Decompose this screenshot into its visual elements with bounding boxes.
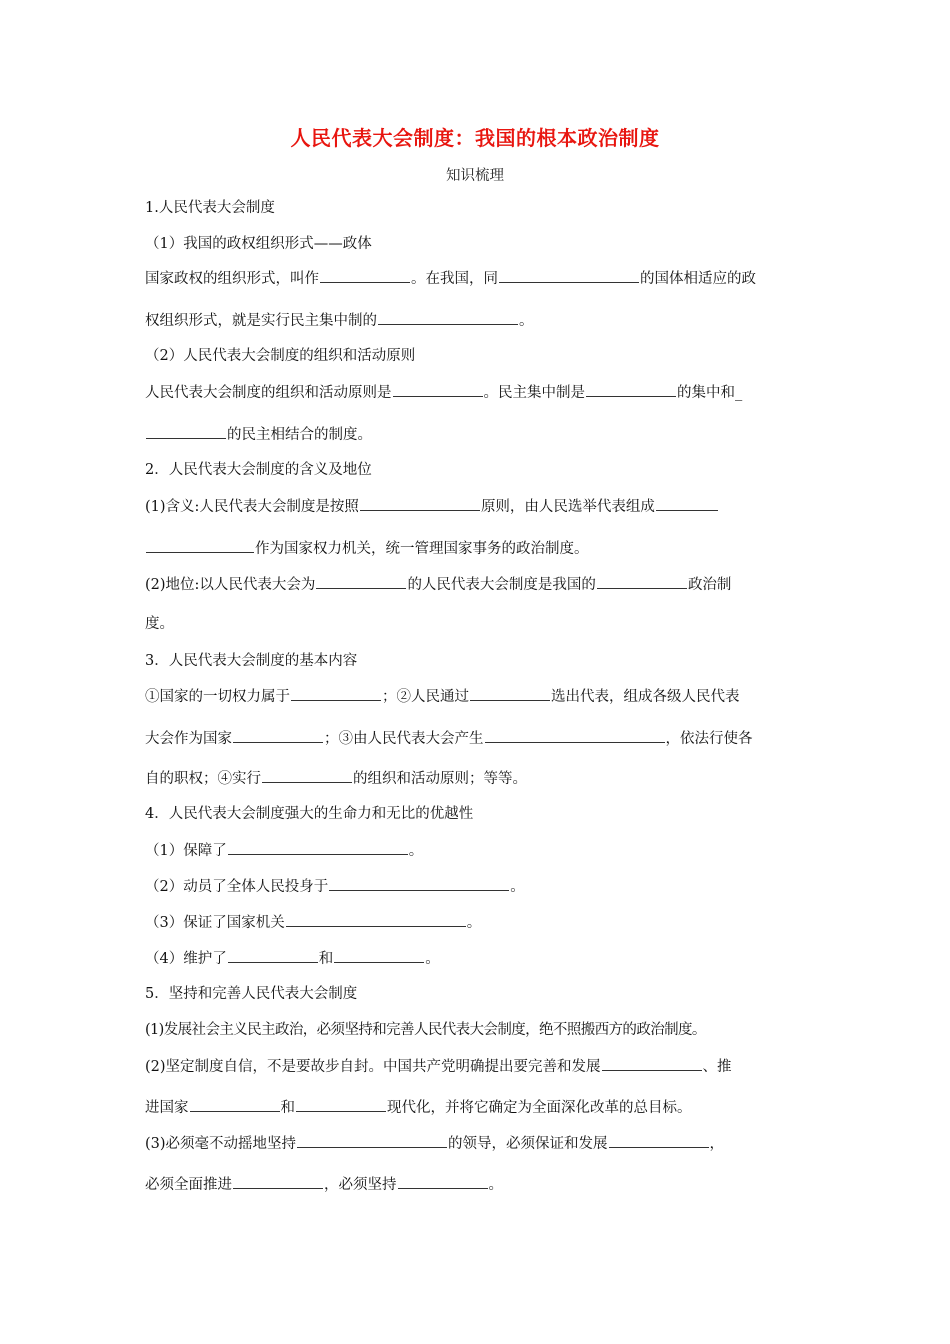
subsection-heading: （2）人民代表大会制度的组织和活动原则 — [145, 348, 416, 364]
section-heading-4: 4．人民代表大会制度强大的生命力和无比的优越性 — [145, 806, 474, 822]
fill-blank[interactable] — [398, 1174, 488, 1189]
document-subtitle: 知识梳理 — [446, 168, 504, 184]
fill-blank[interactable] — [597, 574, 687, 589]
fill-blank[interactable] — [316, 574, 406, 589]
text-line: (1)含义:人民代表大会制度是按照 原则，由人民选举代表组成 — [145, 496, 810, 517]
fill-blank[interactable] — [656, 496, 718, 511]
text-line: （3）保证了国家机关 。 — [145, 912, 810, 933]
subsection-heading: （1）我国的政权组织形式——政体 — [145, 236, 372, 252]
fill-blank[interactable] — [470, 686, 550, 701]
text-line: （4）维护了 和 。 — [145, 948, 810, 969]
fill-blank[interactable] — [297, 1133, 447, 1148]
fill-blank[interactable] — [602, 1056, 702, 1071]
fill-blank[interactable] — [586, 382, 676, 397]
text-line: (1)发展社会主义民主政治，必须坚持和完善人民代表大会制度，绝不照搬西方的政治制度。 — [145, 1022, 706, 1038]
fill-blank[interactable] — [378, 310, 518, 325]
fill-blank[interactable] — [291, 686, 381, 701]
fill-blank[interactable] — [499, 268, 639, 283]
text-line: (3)必须毫不动摇地坚持 的领导，必须保证和发展 ， — [145, 1133, 810, 1154]
text-line: 人民代表大会制度的组织和活动原则是 。民主集中制是 的集中和_ — [145, 382, 810, 403]
fill-blank[interactable] — [393, 382, 483, 397]
fill-blank[interactable] — [485, 728, 665, 743]
fill-blank[interactable] — [360, 496, 480, 511]
text-line: 大会作为国家 ；③由人民代表大会产生 ，依法行使各 — [145, 728, 810, 749]
fill-blank[interactable] — [233, 728, 323, 743]
text-line: 的民主相结合的制度。 — [145, 424, 810, 445]
text-line: 权组织形式，就是实行民主集中制的 。 — [145, 310, 810, 331]
fill-blank[interactable] — [262, 768, 352, 783]
fill-blank[interactable] — [228, 948, 318, 963]
fill-blank[interactable] — [146, 424, 226, 439]
section-heading-3: 3．人民代表大会制度的基本内容 — [145, 653, 358, 669]
fill-blank[interactable] — [329, 876, 509, 891]
text-line: （1）保障了 。 — [145, 840, 810, 861]
fill-blank[interactable] — [190, 1097, 280, 1112]
text-line: (2)地位:以人民代表大会为 的人民代表大会制度是我国的 政治制 — [145, 574, 810, 595]
fill-blank[interactable] — [233, 1174, 323, 1189]
text-line: 必须全面推进 ，必须坚持 。 — [145, 1174, 810, 1195]
fill-blank[interactable] — [320, 268, 410, 283]
text-line: ①国家的一切权力属于 ；②人民通过 选出代表，组成各级人民代表 — [145, 686, 810, 707]
text-line: （2）动员了全体人民投身于 。 — [145, 876, 810, 897]
document-title: 人民代表大会制度：我国的根本政治制度 — [290, 126, 660, 150]
section-heading-5: 5．坚持和完善人民代表大会制度 — [145, 986, 358, 1002]
fill-blank[interactable] — [609, 1133, 709, 1148]
fill-blank[interactable] — [228, 840, 408, 855]
fill-blank[interactable] — [296, 1097, 386, 1112]
section-heading-1: 1.人民代表大会制度 — [145, 200, 275, 216]
fill-blank[interactable] — [286, 912, 466, 927]
text-line: (2)坚定制度自信，不是要故步自封。中国共产党明确提出要完善和发展 、推 — [145, 1056, 810, 1077]
section-heading-2: 2．人民代表大会制度的含义及地位 — [145, 462, 372, 478]
text-line: 进国家 和 现代化，并将它确定为全面深化改革的总目标。 — [145, 1097, 810, 1118]
fill-blank[interactable] — [334, 948, 424, 963]
text-line: 国家政权的组织形式，叫作 。在我国，同 的国体相适应的政 — [145, 268, 810, 289]
text-line: 度。 — [145, 616, 174, 632]
fill-blank[interactable] — [146, 538, 254, 553]
text-line: 作为国家权力机关，统一管理国家事务的政治制度。 — [145, 538, 810, 559]
text-line: 自的职权；④实行 的组织和活动原则；等等。 — [145, 768, 810, 789]
